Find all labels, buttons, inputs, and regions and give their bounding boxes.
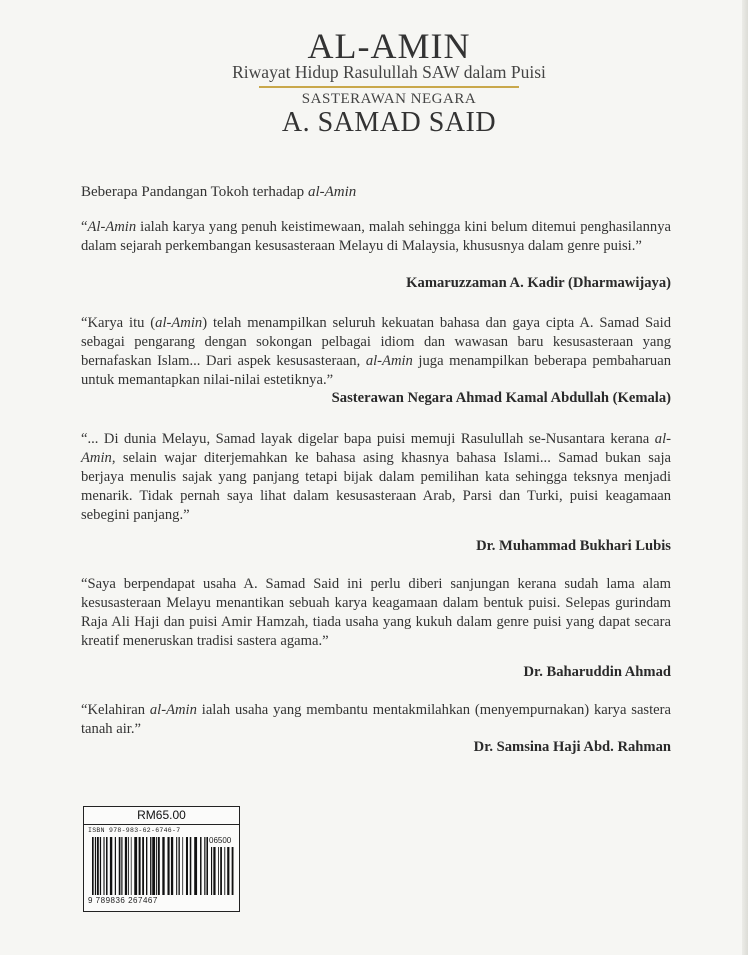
- barcode-bar: [227, 847, 229, 895]
- section-heading-prefix: Beberapa Pandangan Tokoh terhadap: [81, 184, 308, 200]
- barcode-bar: [119, 837, 121, 895]
- barcode-bar: [190, 837, 192, 895]
- barcode-bar: [103, 837, 104, 895]
- section-heading: [81, 184, 356, 201]
- barcode-bar: [206, 837, 208, 895]
- isbn-text: ISBN 978-983-62-6746-7: [88, 827, 181, 834]
- quote-3: [81, 430, 671, 525]
- quote-1: [81, 218, 671, 256]
- price-label: RM65.00: [84, 808, 239, 825]
- barcode-digits: 9 789836 267467: [88, 896, 158, 905]
- barcode-bar: [131, 837, 132, 895]
- barcode-bar: [171, 837, 173, 895]
- quote-4: [81, 575, 671, 651]
- quote-text: “Kelahiran: [81, 702, 150, 718]
- quote-title-italic: al-Amin: [81, 431, 671, 466]
- quote-2: [81, 314, 671, 390]
- barcode-bar: [200, 837, 201, 895]
- section-heading-title: al-Amin: [307, 184, 357, 200]
- quote-4-author: Dr. Baharuddin Ahmad: [523, 664, 671, 680]
- quote-text: ) telah menampilkan seluruh kekuatan bahasa dan gaya cipta A. Samad Said sebagai pengarang dengan sokongan pelbagai idiom dan wawasan baru kesusasteraan yang bernafaskan Islam... Dari aspek kesusasteraan,: [81, 315, 671, 369]
- gold-divider: [259, 86, 519, 88]
- addon-digits: 06500: [209, 836, 232, 845]
- barcode-bar: [224, 847, 225, 895]
- barcode-bar: [204, 837, 205, 895]
- quote-text: juga menampilkan beberapa pembaharuan untuk memantapkan nilai-nilai estetiknya.”: [81, 353, 671, 388]
- barcode-main: [92, 837, 208, 895]
- quote-1-author: Kamaruzzaman A. Kadir (Dharmawijaya): [406, 275, 671, 291]
- barcode-bar: [167, 837, 169, 895]
- barcode-bar: [110, 837, 112, 895]
- barcode-bar: [142, 837, 144, 895]
- barcode-bar: [218, 847, 219, 895]
- barcode-bar: [158, 837, 160, 895]
- barcode-bar: [92, 837, 94, 895]
- barcode-bar: [125, 837, 127, 895]
- barcode-bar: [97, 837, 99, 895]
- barcode-bar: [100, 837, 101, 895]
- quote-5-author: Dr. Samsina Haji Abd. Rahman: [473, 739, 671, 755]
- barcode-bar: [139, 837, 141, 895]
- barcode-bar: [150, 837, 151, 895]
- quote-title-italic: al-Amin: [155, 315, 203, 331]
- barcode-bar: [152, 837, 155, 895]
- barcode-bar: [95, 837, 96, 895]
- barcode-bar: [178, 837, 179, 895]
- barcode-bar: [176, 837, 177, 895]
- quote-text: “: [81, 219, 88, 235]
- barcode-bar: [128, 837, 129, 895]
- barcode-bar: [156, 837, 157, 895]
- barcode-bar: [115, 837, 116, 895]
- barcode-bar: [194, 837, 197, 895]
- barcode-bar: [220, 847, 222, 895]
- quote-text: “Saya berpendapat usaha A. Samad Said ini perlu diberi sanjungan kerana sudah lama alam kesusasteraan Melayu menantikan sebuah karya keagamaan dalam bentuk puisi. Selepas gurindam Raja Ali Haji dan puisi Amir Hamzah, tiada usaha yang kukuh dalam genre puisi yang dapat secara kreatif meneruskan tradisi sastera agama.”: [81, 576, 671, 649]
- quote-2-author: Sasterawan Negara Ahmad Kamal Abdullah (Kemala): [331, 390, 671, 406]
- barcode-bar: [186, 837, 188, 895]
- barcode-bar: [211, 847, 212, 895]
- barcode-bar: [121, 837, 122, 895]
- quote-text: , selain wajar diterjemahkan ke bahasa asing khasnya bahasa Islami... Samad bukan saja berjaya menulis sajak yang panjang tetapi bijak dalam pemilihan kata sehingga teksnya menjadi menarik. Tidak pernah saya lihat dalam kesusasteraan Arab, Parsi dan Turki, puisi keagamaan sebegini panjang.”: [81, 450, 671, 523]
- author-label: SASTERAWAN NEGARA: [301, 91, 477, 107]
- book-title: AL-AMIN: [307, 26, 471, 66]
- quote-text: ialah karya yang penuh keistimewaan, malah sehingga kini belum ditemui penghasilannya dalam sejarah perkembangan kesusasteraan Melayu di Malaysia, khususnya dalam genre puisi.”: [81, 219, 671, 254]
- barcode-bar: [106, 837, 108, 895]
- book-subtitle: Riwayat Hidup Rasulullah SAW dalam Puisi: [232, 62, 546, 82]
- barcode-addon: [211, 847, 234, 895]
- barcode-bar: [134, 837, 137, 895]
- author-name: A. SAMAD SAID: [281, 107, 497, 138]
- barcode-bar: [232, 847, 234, 895]
- barcode-bar: [182, 837, 183, 895]
- quote-title-italic: al-Amin: [365, 353, 413, 369]
- barcode-bar: [213, 847, 215, 895]
- price-barcode-box: [83, 806, 240, 912]
- quote-title-italic: Al-Amin: [87, 219, 137, 235]
- quote-text: ialah usaha yang membantu mentakmilahkan (menyempurnakan) karya sastera tanah air.”: [81, 702, 671, 737]
- quote-5: [81, 701, 671, 739]
- quote-3-author: Dr. Muhammad Bukhari Lubis: [476, 538, 671, 554]
- quote-text: “... Di dunia Melayu, Samad layak digelar bapa puisi memuji Rasulullah se-Nusantara kerana: [81, 431, 655, 447]
- quote-title-italic: al-Amin: [149, 702, 197, 718]
- cover-header: [0, 26, 748, 138]
- quote-text: “Karya itu (: [81, 315, 156, 331]
- page-edge-shadow: [742, 0, 748, 955]
- barcode-bar: [162, 837, 164, 895]
- barcode-bar: [146, 837, 147, 895]
